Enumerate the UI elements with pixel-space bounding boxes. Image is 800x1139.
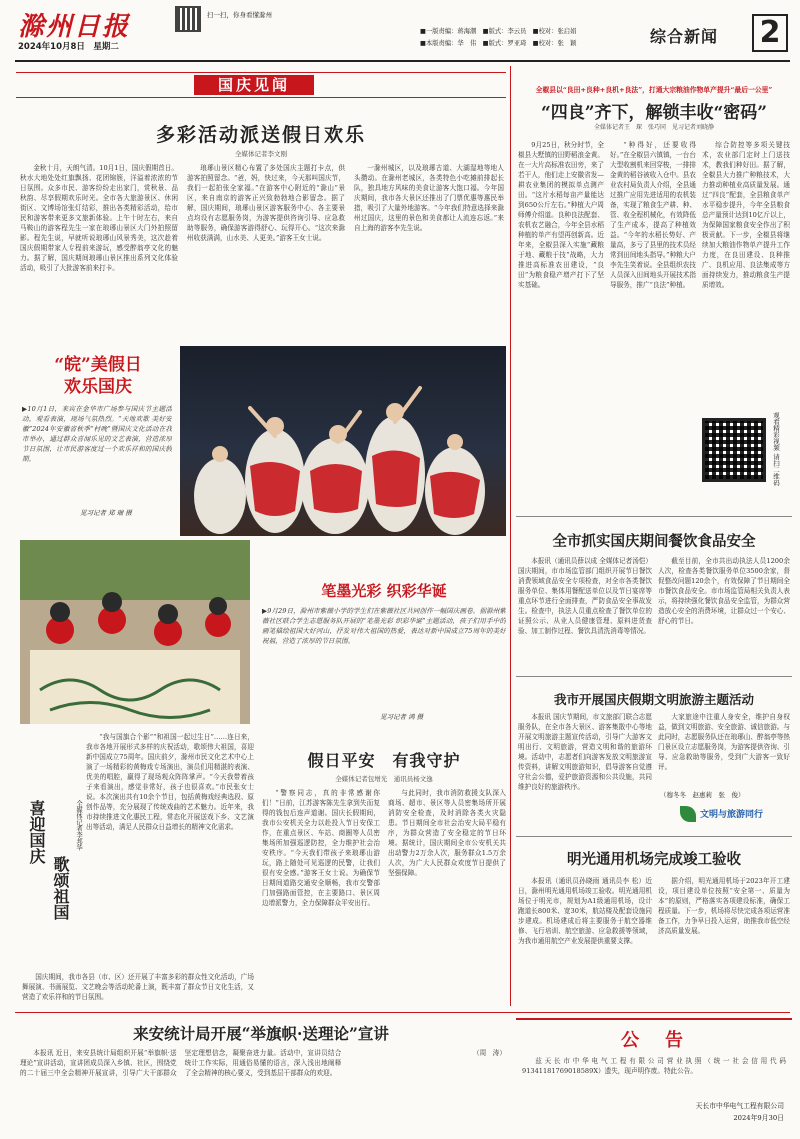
safety-col1: “警察同志，真的非常感谢你们！”日前，江苏游客陈先生拿到失而复得的钱包后连声道谢。国庆长假期间，我市公安机关全力以赴投入节日安保工作，在重点景区、车站、商圈等人员密集场所加强巡逻防控，全力维护社会治安秩序。“今天我们带孩子来琅琊山游玩，路上随处可见巡逻的民警，让我们很有安全感。”游客王女士说。为确保节日期间道路交通安全顺畅，我市交警部门加强路面管控，在主要路口、景区周边增派警力，全力保障群众平安出行。 xyxy=(262,789,380,907)
article1-title: 多彩活动派送假日欢乐 xyxy=(155,124,366,146)
grain-col3: 综合防控等多项关键技术，农业部门定时上门送技术，教我们种好田。据了解，全椒县大力推广种粮技术，大力推动种植业高质量发展。通过“四良”配套，全县粮食单产水平稳步提升，今年全县粮食总产量预计达到10亿斤以上，为保障国家粮食安全作出了积极贡献。下一步，全椒县将继续加大粮油作物单产提升工作力度，在良田建设、良种推广、良机应用、良法集成等方面持续发力，推动粮食生产提质增效。 xyxy=(702,141,790,289)
column-divider xyxy=(510,66,511,1006)
opera-title-1: 喜迎国庆 xyxy=(27,800,46,864)
painting-photo xyxy=(20,540,250,724)
article1-col1: 金秋十月，天朗气清。10月1日，国庆假期首日。秋水大地处处红旗飘扬、花团锦簇，洋溢着浓浓的节日氛围。众多市民、游客纷纷走出家门，赏秋景、品秋韵、尽享假期欢乐时光。全市各大旅游景区、休闲街区、文博场馆张灯结彩，推出各类精彩活动，给市民和游客带来更多文旅新体验。上午十时左右，来自马鞍山的游客程先生一家在琅琊山景区大门外拍照留影。程先生说，早就听说琅琊山风景秀美，这次趁着国庆假期带家人专程前来游玩，感受醉翁亭文化的魅力。据了解，国庆期间琅琊山景区推出系列文化体验活动，吸引了大批游客前来打卡。 xyxy=(20,164,178,272)
feature-text: ▶10月1日，来宾在金华市广场参与国庆节主题活动，观看表演，现场气氛热烈。“天地欢歌 美好安徽”2024年安徽省秋季“村晚”暨国庆文化活动在我市举办，通过群众喜闻乐见的文艺表演，营造浓厚节日氛围，让市民游客度过一个欢乐祥和的国庆假期。 xyxy=(22,405,172,463)
bottom-rule xyxy=(15,1012,790,1013)
notice-text: 兹天长市中华电气工程有限公司营业执照（统一社会信用代码91341181769018589X）遗失，现声明作废。特此公告。 xyxy=(522,1057,786,1075)
dance-photo xyxy=(180,346,506,536)
staff-line-2: ■本版责编：华 伟 ■版式：罗亚琦 ■校对：张 颖 xyxy=(420,40,577,47)
grain-col1: 9月25日，秋分时节，全椒县大墅镇的田野稻浪金黄。在一大片高标准农田旁，来了若干人，他们走上安徽省发—耕农业集团的模拟单点测产田。“这片水稻每亩产量能达到650公斤左右。”种植大户周师傅介绍道。良种良法配套、农机农艺融合，今年全县水稻种植的单产有望再创新高。近年来，全椒县深入实施“藏粮于地、藏粮于技”战略，大力推进高标准农田建设，“良田”为粮食稳产增产打下了坚实基础。 xyxy=(518,141,604,289)
civil-logo-text: 文明与旅游同行 xyxy=(700,810,764,820)
article1-col2: 琅琊山景区精心布置了多处国庆主题打卡点，供游客拍照留念。“爸，妈，快过来，今天那叫国庆节，我们一起拍张全家福。”在游客中心附近的“滁山”景区，来自南京的游客正兴致勃勃地合影留念。据了解，国庆期间，琅琊山景区游客服务中心、各主要景点均设有志愿服务岗，为游客提供咨询引导、应急救助等服务，确保游客游得舒心、玩得开心。“这次来滁州收获满满，山水美、人更美。”游客王女士说。 xyxy=(187,164,345,242)
grain-qr-caption: 观看精彩视频 请扫二维码 xyxy=(772,412,780,486)
opera-byline: 全媒体记者李邦华 xyxy=(75,800,82,851)
opera-text-2: 国庆期间，我市各县（市、区）还开展了丰富多彩的群众性文化活动，广场舞展演、书画展览、文艺晚会等活动轮番上演，既丰富了群众节日文化生活，又营造了欢乐祥和的节日氛围。 xyxy=(22,973,254,1001)
section-banner xyxy=(16,72,506,98)
civil-logo xyxy=(680,804,790,826)
banner-box: 国庆见闻 xyxy=(194,75,314,95)
safety-title: 假日平安 有我守护 xyxy=(307,751,461,770)
divider xyxy=(516,836,792,837)
notice-box xyxy=(516,1018,792,1128)
paint-text: ▶9月29日，滁州市紫薇小学的学生们在紫薇社区共同创作一幅国庆画卷。据滁州紫薇社区联合学生志愿服务队开展的“笔墨光彩 织彩华诞”主题活动，孩子们用手中的画笔描绘祖国大好河山，抒发对伟大祖国的热爱，表达对新中国成立75周年的美好祝福，营造了浓厚的节日氛围。 xyxy=(262,607,506,645)
notice-title: 公 告 xyxy=(621,1030,687,1051)
airport-col1: 本报讯（通讯员孙晓雨 通讯员李 松）近日，滁州明光通用机场竣工验收。明光通用机场位于明光市，规划为A1级通用机场，设计跑道长800米、宽30米，航站楼及配套设施同步建成。机场建成后将主要服务于航空器维修、飞行培训、航空旅游、应急救援等领域，为我市通用航空产业发展提供重要支撑。 xyxy=(518,877,652,945)
paint-title: 笔墨光彩 织彩华诞 xyxy=(321,582,447,600)
civil-col1: 本报讯 国庆节期间，市文旅部门联合志愿服务队，在全市各大景区、游客集散中心等地开展文明旅游主题宣传活动，引导广大游客文明出行、文明旅游，营造文明和谐的旅游环境。活动中，志愿者们向游客发放文明旅游宣传资料，讲解文明旅游知识，倡导游客自觉遵守社会公德，爱护旅游资源和公共设施，共同维护良好的旅游秩序。 xyxy=(518,713,652,791)
opera-text: “我与国旗合个影”“和祖国一起过生日”……连日来，我市各地开展形式多样的庆祝活动，歌颂伟大祖国，喜迎新中国成立75周年。国庆前夕，滁州市民文化艺术中心上演了一场精彩的黄梅戏专场演出，演员们用精湛的表演、优美的唱腔，赢得了现场观众阵阵掌声。“今天我带着孩子来看演出，感觉非常好，孩子也很喜欢。”市民张女士说。本次演出共有10余个节目，包括黄梅戏经典选段、原创作品等，充分展现了传统戏曲的艺术魅力。近年来，我市持续推进文化惠民工程，常态化开展送戏下乡、文艺演出等活动，满足人民群众日益增长的精神文化需求。 xyxy=(86,733,254,831)
divider xyxy=(516,516,792,517)
safety-byline: 全媒体记者包增光 通讯员杨文逸 xyxy=(335,775,433,783)
grain-col2: “种得好，还要收得好。”在全椒县六镇镇，一台台大型收割机来回穿梭，一排排金黄的稻谷被收入仓中。县农业农村局负责人介绍，全县通过推广应用先进适用的农机装备，实现了粮食生产耕、种、管、收全程机械化，有效降低了生产成本，提高了种植效益。“今年的水稻长势好、产量高，多亏了县里的技术员经常到田间地头指导。”种粮大户李先生笑着说。全县组织农技人员深入田间地头开展技术指导服务，推广“良法”种植。 xyxy=(610,141,696,289)
food-col1: 本报讯（通讯员薛以成 全媒体记者汤恺）国庆期间，市市场监管部门组织开展节日餐饮消费领域食品安全专项检查，对全市各类餐饮服务单位、集体用餐配送单位以及节日宴席等重点环节进行全面排查，严防食品安全事故发生。检查中，执法人员重点检查了餐饮单位的证照公示、从业人员健康管理、原料进货查验、加工制作过程、餐饮具清洗消毒等情况。 xyxy=(518,557,652,635)
divider xyxy=(516,676,792,677)
food-title: 全市抓实国庆期间餐饮食品安全 xyxy=(552,533,756,550)
staff-line-1: ■一版责编：蒋海潮 ■版式：李云员 ■校对：张启娟 xyxy=(420,28,577,35)
opera-title-2: 歌颂祖国 xyxy=(51,856,70,920)
issue-date: 2024年10月8日 星期二 xyxy=(18,42,119,52)
civil-col2: 大家旅途中注重人身安全，维护自身权益，做到文明旅游、安全旅游、诚信旅游。与此同时，志愿服务队还在琅琊山、醉翁亭等热门景区设立志愿服务岗，为游客提供咨询、引导、应急救助等服务，受到广大游客一致好评。 xyxy=(658,713,790,771)
civil-credit: （穆冬冬 赵惠莉 张 俊） xyxy=(660,791,745,799)
section-name: 综合新闻 xyxy=(650,27,719,46)
grain-byline: 全媒体记者王 琛 张巧同 见习记者刘晓静 xyxy=(593,124,714,131)
feature-title-2: 欢乐国庆 xyxy=(64,377,132,397)
feature-credit: 见习记者 郑 瑞 摄 xyxy=(80,509,132,517)
civil-title: 我市开展国庆假期文明旅游主题活动 xyxy=(553,692,754,707)
article1-byline: 全媒体记者李文刚 xyxy=(235,150,287,158)
masthead-rule xyxy=(15,60,790,62)
bottom-text: 本报讯 近日，来安县统计局组织开展“举旗帜·送理论”宣讲活动，宣讲团成员深入乡镇、社区，围绕党的二十届三中全会精神开展宣讲，引导广大干部群众坚定理想信念，凝聚奋进力量。活动中，宣讲员结合统计工作实际，用通俗易懂的语言，深入浅出地阐释了全会精神的核心要义，受到基层干部群众的欢迎。 （周 涛） xyxy=(20,1049,506,1077)
airport-title: 明光通用机场完成竣工验收 xyxy=(567,851,741,868)
masthead-qr-icon xyxy=(175,6,201,32)
notice-date: 2024年9月30日 xyxy=(733,1114,784,1122)
feature-title-1: “皖”美假日 xyxy=(54,355,142,375)
food-col2: 截至目前，全市共出动执法人员1200余人次，检查各类餐饮服务单位3500余家，督促整改问题120余个，有效保障了节日期间全市餐饮食品安全。市市场监管局相关负责人表示，将持续强化餐饮食品安全监管，为群众营造放心安全的消费环境，让群众过一个安心、舒心的节日。 xyxy=(658,557,790,625)
grain-title: “四良”齐下，解锁丰收“密码” xyxy=(540,103,768,123)
leaf-icon xyxy=(680,806,696,822)
paper-logo: 滁州日报 xyxy=(18,12,131,42)
bottom-title: 来安统计局开展“举旗帜·送理论”宣讲 xyxy=(133,1024,389,1043)
article1-col3: 一滁州城区，以及琅琊古道、大湖湿地等地人头攒动。在滁州老城区，各类特色小吃摊前排起长队，独具地方风味的美食让游客大饱口福。今年国庆期间，我市各大景区还推出了门票优惠等惠民举措，吸引了大量外地游客。“今年我们特意选择来滁州过国庆，这里的景色和美食都让人流连忘返。”来自上海的游客李先生说。 xyxy=(354,164,504,232)
bottom-credit: （周 涛） xyxy=(473,1049,506,1057)
grain-qr-icon xyxy=(702,418,766,482)
airport-col2: 据介绍，明光通用机场于2023年开工建设，项目建设单位按照“安全第一、质量为本”的原则，严格落实各项建设标准，确保工程质量。下一步，机场将尽快完成各项运营准备工作，力争早日投入运营，助推我市低空经济高质量发展。 xyxy=(658,877,790,935)
grain-kicker: 全椒县以“良田+良种+良机+良法”，打通大宗粮油作物单产提升“最后一公里” xyxy=(535,86,773,94)
page-number: 2 xyxy=(752,14,788,52)
paint-credit: 见习记者 鸿 摄 xyxy=(380,713,424,721)
notice-company: 天长市中华电气工程有限公司 xyxy=(695,1102,784,1110)
qr-caption: 扫一扫，你身看懂滁州 xyxy=(207,11,272,19)
safety-col2: 与此同时，我市消防救援支队深入商场、超市、景区等人员密集场所开展消防安全检查，及时消除各类火灾隐患。节日期间全市社会治安大局平稳有序，为群众营造了安全稳定的节日环境。据统计，国庆期间全市公安机关共出动警力2万余人次，服务群众1.5万余人次，为广大人民群众欢度节日提供了坚强保障。 xyxy=(388,789,506,877)
masthead xyxy=(0,0,800,62)
